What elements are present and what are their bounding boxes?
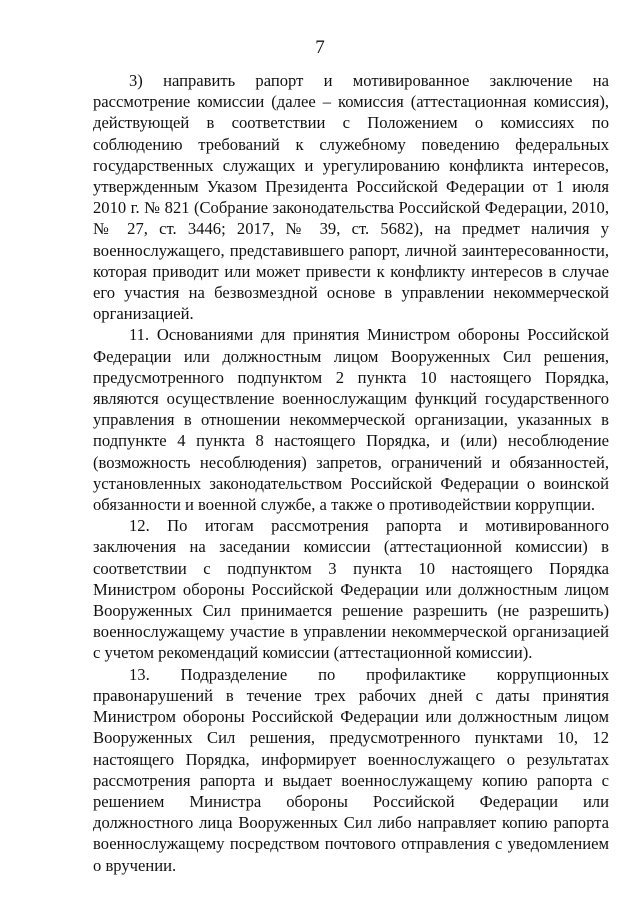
paragraph-13: 13. Подразделение по профилактике коррупционных правонарушений в течение трех рабочих дней с даты принятия Министром обороны Российской Федерации или должностным лицом Вооруженных Сил решения, предусмотренного пунктами 10, 12 настоящего Порядка, информирует военнослужащего о результатах рассмотрения рапорта и выдает военнослужащему копию рапорта с решением Министра обороны Российской Федерации или должностного лица Вооруженных Сил либо направляет копию рапорта военнослужащему посредством почтового отправления с уведомлением о вручении. <box>93 664 609 875</box>
page-number: 7 <box>315 37 325 58</box>
paragraph-11: 11. Основаниями для принятия Министром обороны Российской Федерации или должностным лицом Вооруженных Сил решения, предусмотренного подпунктом 2 пункта 10 настоящего Порядка, являются осуществление военнослужащим функций государственного управления в отношении некоммерческой организации, указанных в подпункте 4 пункта 8 настоящего Порядка, и (или) несоблюдение (возможность несоблюдения) запретов, ограничений и обязанностей, установленных законодательством Российской Федерации о воинской обязанности и военной службе, а также о противодействии коррупции. <box>93 325 609 515</box>
paragraph-12: 12. По итогам рассмотрения рапорта и мотивированного заключения на заседании комиссии (аттестационной комиссии) в соответствии с подпунктом 3 пункта 10 настоящего Порядка Министром обороны Российской Федерации или должностным лицом Вооруженных Сил принимается решение разрешить (не разрешить) военнослужащему участие в управлении некоммерческой организацией с учетом рекомендаций комиссии (аттестационной комиссии). <box>93 516 609 663</box>
document-body <box>93 70 609 876</box>
paragraph-subitem-3: 3) направить рапорт и мотивированное заключение на рассмотрение комиссии (далее – комиссия (аттестационная комиссия), действующей в соответствии с Положением о комиссиях по соблюдению требований к служебному поведению федеральных государственных служащих и урегулированию конфликта интересов, утвержденным Указом Президента Российской Федерации от 1 июля 2010 г. № 821 (Собрание законодательства Российской Федерации, 2010, № 27, ст. 3446; 2017, № 39, ст. 5682), на предмет наличия у военнослужащего, представившего рапорт, личной заинтересованности, которая приводит или может привести к конфликту интересов в случае его участия на безвозмездной основе в управлении некоммерческой организацией. <box>93 71 609 324</box>
